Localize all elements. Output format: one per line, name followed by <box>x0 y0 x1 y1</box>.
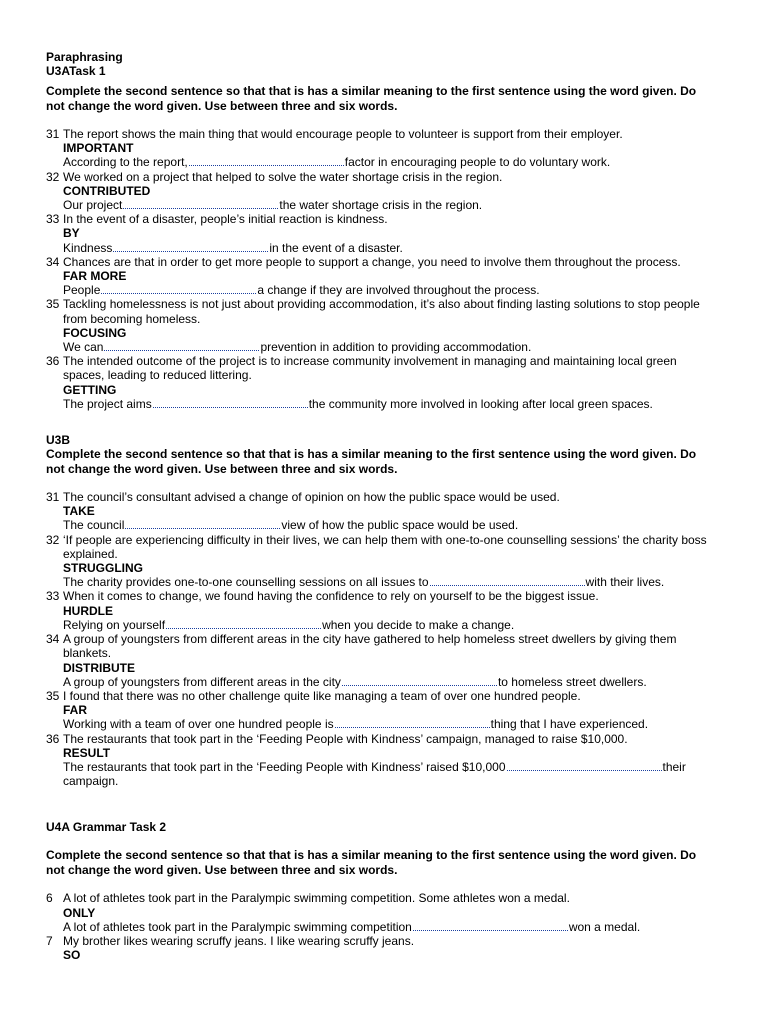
question-text: The council’s consultant advised a change of opinion on how the public space would be used. <box>63 490 560 505</box>
question-number: 6 <box>46 891 53 906</box>
question-item <box>46 354 718 411</box>
answer-blank[interactable] <box>189 155 344 166</box>
answer-blank[interactable] <box>507 760 662 771</box>
question-number: 32 <box>46 532 60 547</box>
key-word: FAR <box>63 703 87 718</box>
question-item <box>46 297 718 354</box>
answer-blank[interactable] <box>335 717 490 728</box>
answer-sentence <box>46 717 718 731</box>
question-prompt <box>46 127 718 141</box>
answer-prefix: The charity provides one-to-one counselling sessions on all issues to <box>63 575 429 590</box>
instructions: Complete the second sentence so that that is has a similar meaning to the first sentence using the word given. Do not change the word given. Use between three and six words. <box>46 848 697 877</box>
answer-sentence <box>46 283 718 297</box>
question-item <box>46 170 718 213</box>
question-text: We worked on a project that helped to solve the water shortage crisis in the region. <box>63 169 503 184</box>
question-text: My brother likes wearing scruffy jeans. I like wearing scruffy jeans. <box>63 933 415 948</box>
question-item <box>46 689 718 732</box>
question-number: 31 <box>46 127 60 141</box>
question-prompt <box>46 589 718 603</box>
answer-blank[interactable] <box>153 397 308 408</box>
question-number: 32 <box>46 169 60 184</box>
question-list <box>46 490 718 788</box>
answer-suffix: view of how the public space would be used. <box>281 518 519 533</box>
answer-blank[interactable] <box>101 283 256 294</box>
key-word: CONTRIBUTED <box>63 183 151 198</box>
question-prompt <box>46 212 718 226</box>
key-word: SO <box>63 948 81 963</box>
question-prompt <box>46 255 718 269</box>
question-text: Tackling homelessness is not just about providing accommodation, it’s also about finding lasting solutions to stop people from becoming homeless. <box>63 297 700 326</box>
key-word: TAKE <box>63 504 95 519</box>
answer-suffix: when you decide to make a change. <box>322 617 515 632</box>
answer-sentence <box>46 340 718 354</box>
answer-prefix: Our project <box>63 198 123 213</box>
answer-blank[interactable] <box>342 675 497 686</box>
question-prompt <box>46 533 718 561</box>
key-word: GETTING <box>63 382 117 397</box>
answer-prefix: The council <box>63 518 125 533</box>
question-number: 36 <box>46 354 60 369</box>
key-word: STRUGGLING <box>63 561 143 576</box>
answer-suffix: to homeless street dwellers. <box>497 674 647 689</box>
question-prompt <box>46 934 718 948</box>
question-prompt <box>46 689 718 703</box>
answer-sentence <box>46 618 718 632</box>
question-text: I found that there was no other challenge quite like managing a team of over one hundred people. <box>63 688 581 703</box>
question-prompt <box>46 891 718 905</box>
answer-prefix: Relying on yourself <box>63 617 166 632</box>
answer-prefix: The project aims <box>63 396 152 411</box>
answer-sentence <box>46 575 718 589</box>
question-item <box>46 589 718 632</box>
question-text: When it comes to change, we found having the confidence to rely on yourself to be the biggest issue. <box>63 589 599 604</box>
question-text: A lot of athletes took part in the Paralympic swimming competition. Some athletes won a medal. <box>63 891 570 906</box>
answer-suffix: prevention in addition to providing accommodation. <box>260 340 532 355</box>
question-item <box>46 533 718 590</box>
question-prompt <box>46 354 718 382</box>
question-item <box>46 212 718 255</box>
answer-blank[interactable] <box>104 340 259 351</box>
answer-suffix: thing that I have experienced. <box>490 717 649 732</box>
answer-suffix: a change if they are involved throughout the process. <box>257 283 540 298</box>
question-item <box>46 490 718 533</box>
answer-sentence <box>46 920 718 934</box>
answer-prefix: A lot of athletes took part in the Paralympic swimming competition <box>63 919 412 934</box>
question-item <box>46 891 718 934</box>
key-word: FOCUSING <box>63 325 127 340</box>
section-u3a <box>46 50 718 411</box>
question-number: 31 <box>46 490 60 505</box>
answer-blank[interactable] <box>113 241 268 252</box>
instructions: Complete the second sentence so that that is has a similar meaning to the first sentence using the word given. Do not change the word given. Use between three and six words. <box>46 84 697 113</box>
question-text: Chances are that in order to get more people to support a change, you need to involve them throughout the process. <box>63 254 681 269</box>
section-title: Paraphrasing <box>46 50 123 64</box>
answer-suffix: in the event of a disaster. <box>269 240 403 255</box>
key-word: BY <box>63 226 80 241</box>
instructions: Complete the second sentence so that that is has a similar meaning to the first sentence using the word given. Do not change the word given. Use between three and six words. <box>46 447 697 476</box>
question-number: 35 <box>46 297 60 312</box>
question-prompt <box>46 490 718 504</box>
answer-blank[interactable] <box>413 920 568 931</box>
question-item <box>46 632 718 689</box>
worksheet-page <box>46 50 718 962</box>
answer-prefix: People <box>63 283 101 298</box>
question-number: 35 <box>46 688 60 703</box>
answer-sentence <box>46 675 718 689</box>
answer-prefix: Working with a team of over one hundred people is <box>63 717 334 732</box>
answer-sentence <box>46 397 718 411</box>
section-title: U4A Grammar Task 2 <box>46 820 167 835</box>
answer-suffix: factor in encouraging people to do voluntary work. <box>344 155 611 170</box>
key-word: IMPORTANT <box>63 141 134 156</box>
answer-sentence <box>46 518 718 532</box>
question-number: 33 <box>46 589 60 604</box>
key-word: FAR MORE <box>63 269 127 284</box>
answer-blank[interactable] <box>430 575 585 586</box>
answer-sentence <box>46 198 718 212</box>
question-item <box>46 732 718 789</box>
answer-prefix: We can <box>63 340 104 355</box>
question-prompt <box>46 732 718 746</box>
answer-sentence <box>46 241 718 255</box>
key-word: DISTRIBUTE <box>63 660 135 675</box>
section-subtitle: U3ATask 1 <box>46 64 106 78</box>
answer-blank[interactable] <box>125 518 280 529</box>
answer-prefix: The restaurants that took part in the ‘Feeding People with Kindness’ raised $10,000 <box>63 759 506 774</box>
question-number: 33 <box>46 212 60 227</box>
answer-suffix: the water shortage crisis in the region. <box>279 198 483 213</box>
question-text: The report shows the main thing that would encourage people to volunteer is support from their employer. <box>63 127 623 141</box>
key-word: RESULT <box>63 745 111 760</box>
answer-sentence <box>46 155 718 169</box>
question-item <box>46 127 718 170</box>
question-text: ‘If people are experiencing difficulty in their lives, we can help them with one-to-one counselling sessions’ the charity boss explained. <box>63 532 707 561</box>
answer-prefix: According to the report, <box>63 155 188 170</box>
answer-prefix: A group of youngsters from different areas in the city <box>63 674 341 689</box>
question-item <box>46 934 718 962</box>
question-number: 34 <box>46 254 60 269</box>
question-text: In the event of a disaster, people’s initial reaction is kindness. <box>63 212 388 227</box>
question-number: 7 <box>46 933 53 948</box>
answer-blank[interactable] <box>166 618 321 629</box>
question-prompt <box>46 170 718 184</box>
section-title: U3B <box>46 433 71 448</box>
question-text: A group of youngsters from different areas in the city have gathered to help homeless street dwellers by giving them blankets. <box>63 632 677 661</box>
question-prompt <box>46 632 718 660</box>
question-number: 36 <box>46 731 60 746</box>
key-word: HURDLE <box>63 603 113 618</box>
section-u3b <box>46 433 718 788</box>
question-list <box>46 891 718 962</box>
answer-prefix: Kindness <box>63 240 113 255</box>
answer-blank[interactable] <box>123 198 278 209</box>
answer-suffix: won a medal. <box>568 919 641 934</box>
section-u4a <box>46 820 718 962</box>
question-text: The intended outcome of the project is to increase community involvement in managing and maintaining local green spaces, leading to reduced littering. <box>63 354 677 383</box>
answer-suffix: their campaign. <box>63 759 686 789</box>
answer-suffix: the community more involved in looking after local green spaces. <box>308 396 653 411</box>
question-prompt <box>46 297 718 325</box>
answer-sentence <box>46 760 718 788</box>
question-text: The restaurants that took part in the ‘Feeding People with Kindness’ campaign, managed to raise $10,000. <box>63 731 628 746</box>
question-item <box>46 255 718 298</box>
key-word: ONLY <box>63 905 96 920</box>
question-number: 34 <box>46 632 60 647</box>
answer-suffix: with their lives. <box>585 575 665 590</box>
question-list <box>46 127 718 411</box>
